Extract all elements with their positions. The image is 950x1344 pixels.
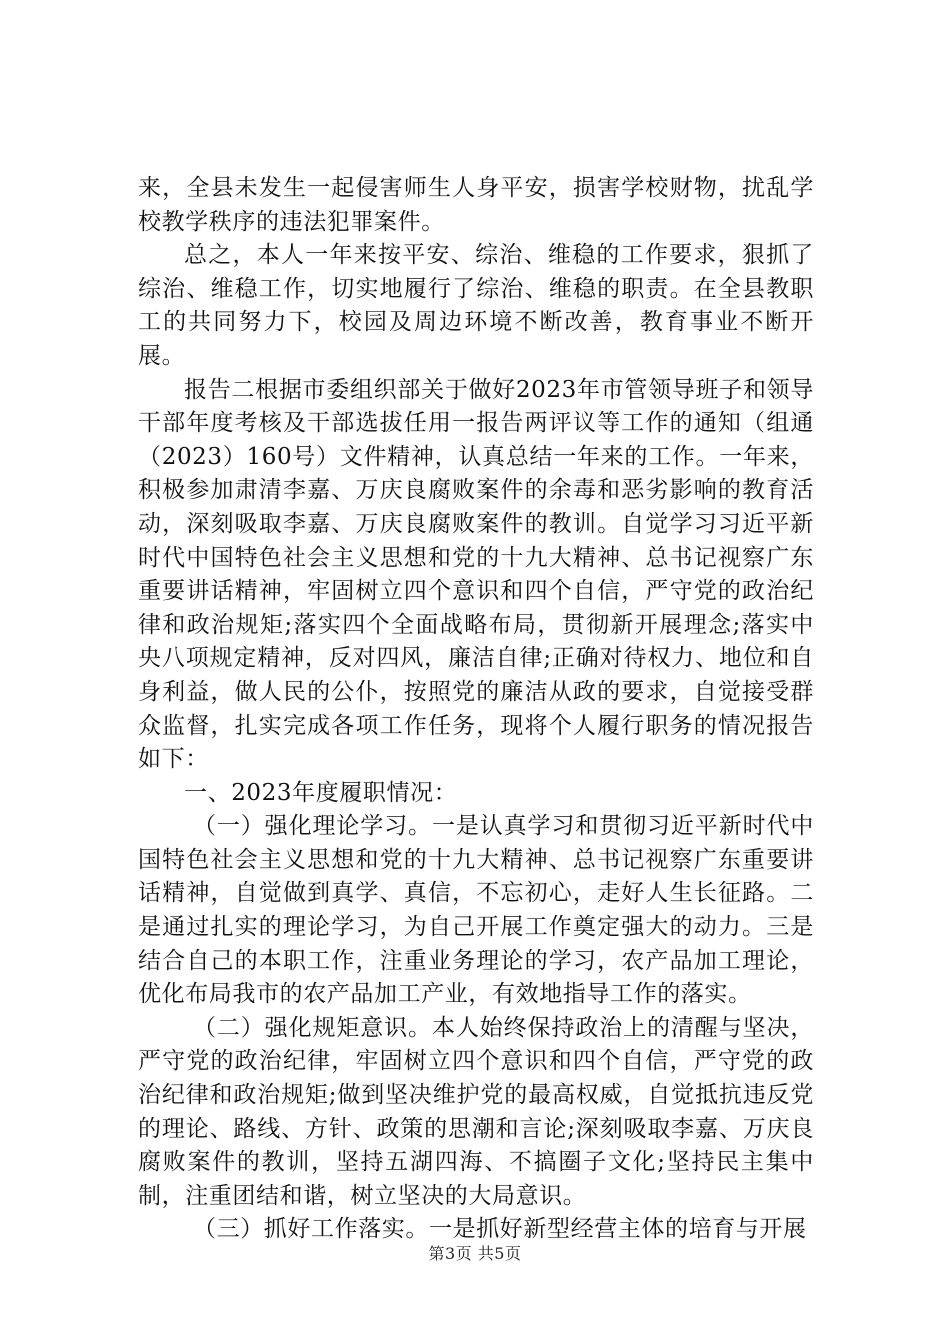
paragraph-work-implementation: （三）抓好工作落实。一是抓好新型经营主体的培育与开展 bbox=[193, 1216, 807, 1243]
document-body bbox=[138, 172, 814, 1247]
paragraph-report-two: 报告二根据市委组织部关于做好2023年市管领导班子和领导干部年度考核及干部选拔任用一报告两评议等工作的通知（组通（2023）160号）文件精神，认真总结一年来的工作。一年来，积极参加肃清李嘉、万庆良腐败案件的余毒和恶劣影响的教育活动，深刻吸取李嘉、万庆良腐败案件的教训。自觉学习习近平新时代中国特色社会主义思想和党的十九大精神、总书记视察广东重要讲话精神，牢固树立四个意识和四个自信，严守党的政治纪律和政治规矩;落实四个全面战略布局，贯彻新开展理念;落实中央八项规定精神，反对四风，廉洁自律;正确对待权力、地位和自身利益，做人民的公仆，按照党的廉洁从政的要求，自觉接受群众监督，扎实完成各项工作任务，现将个人履行职务的情况报告如下： bbox=[138, 376, 814, 773]
paragraph-continuation: 来，全县未发生一起侵害师生人身平安，损害学校财物，扰乱学校教学秩序的违法犯罪案件。 bbox=[138, 175, 814, 235]
page-footer: 第3页 共5页 bbox=[428, 1244, 522, 1263]
paragraph-rules-awareness: （二）强化规矩意识。本人始终保持政治上的清醒与坚决，严守党的政治纪律，牢固树立四个意识和四个自信，严守党的政治纪律和政治规矩;做到坚决维护党的最高权威，自觉抵抗违反党的理论、路线、方针、政策的思潮和言论;深刻吸取李嘉、万庆良腐败案件的教训，坚持五湖四海、不搞圈子文化;坚持民主集中制，注重团结和谐，树立坚决的大局意识。 bbox=[138, 1014, 814, 1209]
section-heading-2023: 一、2023年度履职情况： bbox=[184, 779, 458, 806]
paragraph-theory-study: （一）强化理论学习。一是认真学习和贯彻习近平新时代中国特色社会主义思想和党的十九大精神、总书记视察广东重要讲话精神，自觉做到真学、真信，不忘初心，走好人生长征路。二是通过扎实的理论学习，为自己开展工作奠定强大的动力。三是结合自己的本职工作，注重业务理论的学习，农产品加工理论，优化布局我市的农产品加工产业，有效地指导工作的落实。 bbox=[138, 813, 814, 1008]
paragraph-summary: 总之，本人一年来按平安、综治、维稳的工作要求，狠抓了综治、维稳工作，切实地履行了综治、维稳的职责。在全县教职工的共同努力下，校园及周边环境不断改善，教育事业不断开展。 bbox=[138, 242, 814, 369]
